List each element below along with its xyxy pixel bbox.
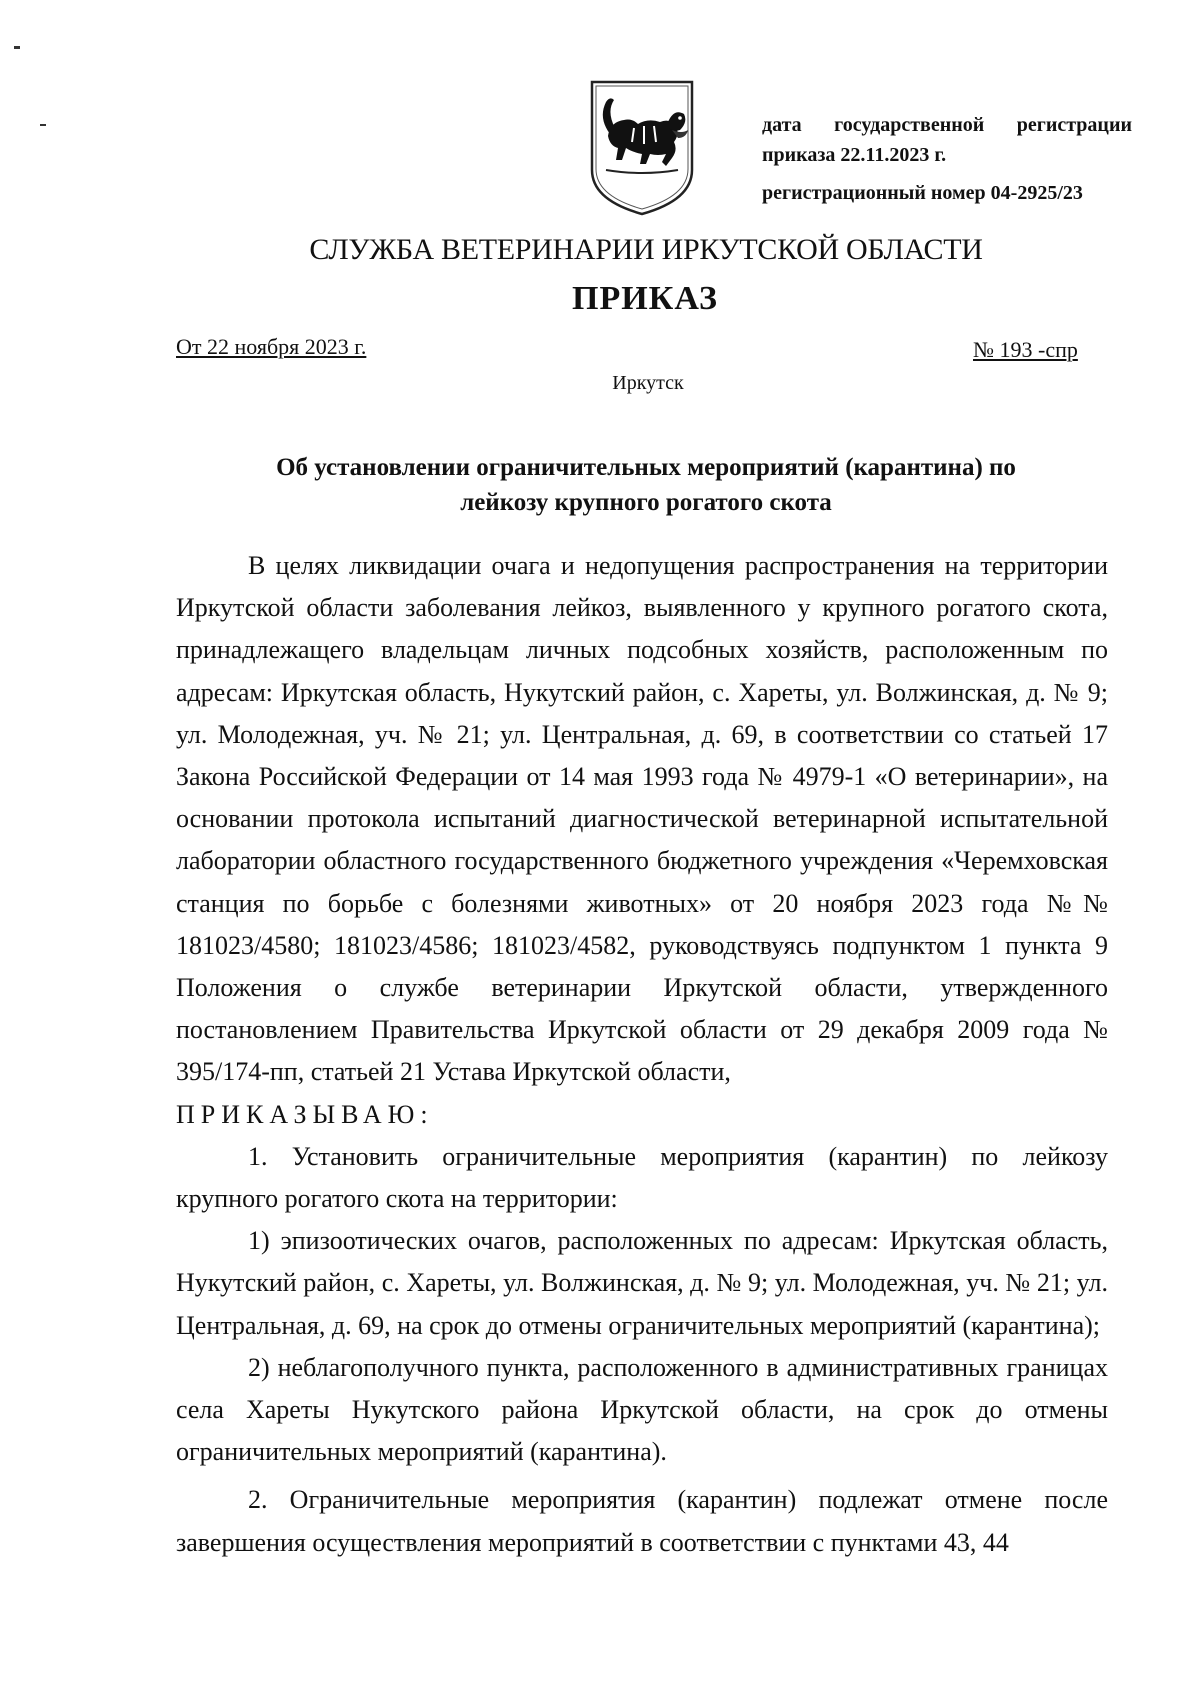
registration-date-label: дата государственной регистрации xyxy=(762,114,1132,136)
organization-name: СЛУЖБА ВЕТЕРИНАРИИ ИРКУТСКОЙ ОБЛАСТИ xyxy=(309,233,983,266)
order-subitem-1-1: 1) эпизоотических очагов, расположенных по адресам: Иркутская область, Нукутский район, с. Хареты, ул. Волжинская, д. № 9; ул. Молодежная, уч. № 21; ул. Центральная, д. 69, на срок до отмены ограничительных мероприятий (карантина); xyxy=(176,1226,1108,1340)
order-item-2: 2. Ограничительные мероприятия (карантин) подлежат отмене после завершения осуществления мероприятий в соответствии с пунктами 43, 44 xyxy=(176,1485,1108,1557)
document-date: От 22 ноября 2023 г. xyxy=(176,334,367,359)
scan-artifact xyxy=(40,124,46,126)
preamble-paragraph: В целях ликвидации очага и недопущения распространения на территории Иркутской области заболевания лейкоз, выявленного у крупного рогатого скота, принадлежащего владельцам личных подсобных хозяйств, расположенным по адресам: Иркутская область, Нукутский район, с. Хареты, ул. Волжинская, д. № 9; ул. Молодежная, уч. № 21; ул. Центральная, д. 69, в соответствии со статьей 17 Закона Российской Федерации от 14 мая 1993 года № 4979-1 «О ветеринарии», на основании протокола испытаний диагностической ветеринарной испытательной лаборатории областного государственного бюджетного учреждения «Черемховская станция по борьбе с болезнями животных» от 20 ноября 2023 года №№ 181023/4580; 181023/4586; 181023/4582, руководствуясь подпунктом 1 пункта 9 Положения о службе ветеринарии Иркутской области, утвержденного постановлением Правительства Иркутской области от 29 декабря 2009 года № 395/174-пп, статьей 21 Устава Иркутской области, xyxy=(176,551,1108,1087)
irkutsk-coat-of-arms-icon xyxy=(588,78,696,218)
document-city: Иркутск xyxy=(612,372,684,394)
order-word: ПРИКАЗЫВАЮ: xyxy=(176,1099,434,1129)
document-number: № 193 -спр xyxy=(973,337,1078,362)
subject-line: Об установлении ограничительных мероприятий (карантина) по xyxy=(276,454,1016,481)
registration-date-value: приказа 22.11.2023 г. xyxy=(762,144,947,166)
scan-artifact xyxy=(14,46,20,49)
subject-line: лейкозу крупного рогатого скота xyxy=(460,489,832,516)
document-type-title: ПРИКАЗ xyxy=(572,280,718,317)
order-item-1: 1. Установить ограничительные мероприятия (карантин) по лейкозу крупного рогатого скота на территории: xyxy=(176,1141,1108,1214)
document-subject xyxy=(176,450,1116,520)
registration-info xyxy=(762,110,1132,208)
document-body xyxy=(176,545,1108,1564)
registration-number: регистрационный номер 04-2925/23 xyxy=(762,182,1083,204)
order-subitem-1-2: 2) неблагополучного пункта, расположенного в административных границах села Хареты Нукутского района Иркутской области, на срок до отмены ограничительных мероприятий (карантина). xyxy=(176,1352,1108,1467)
